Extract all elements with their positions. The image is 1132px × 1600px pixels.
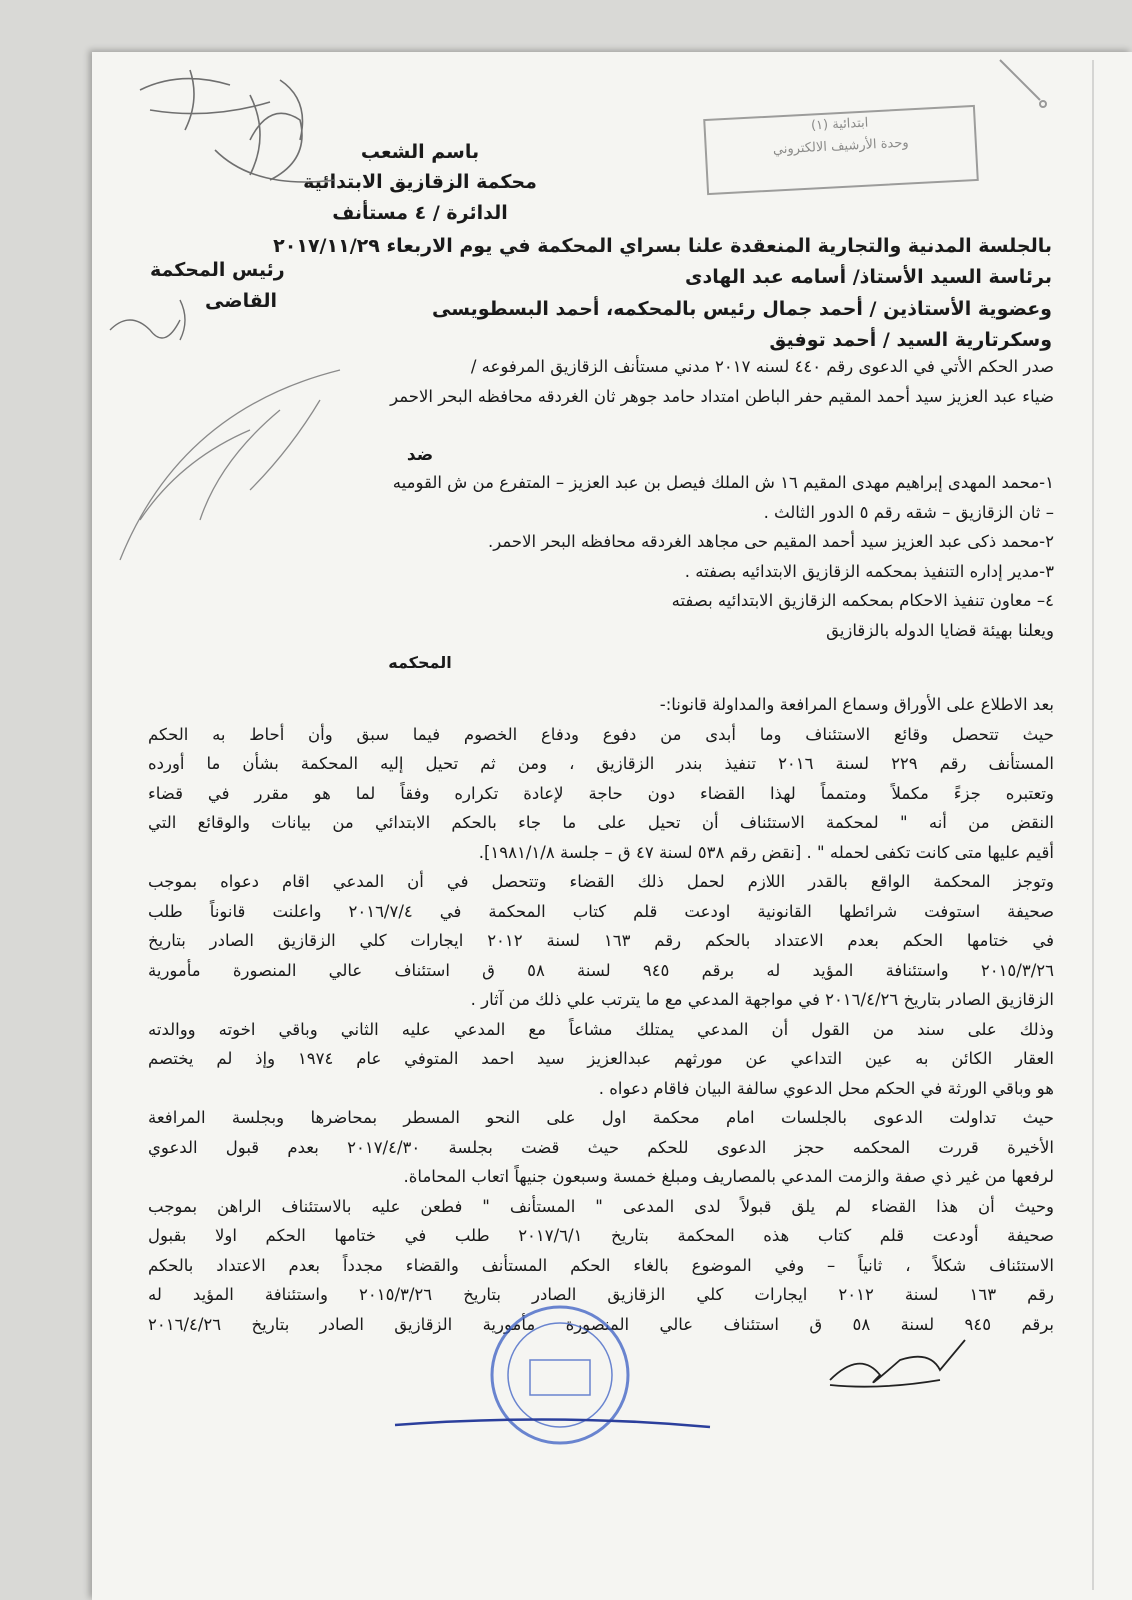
body-line: أقيم عليها متى كانت تكفى لحمله " . [نقض رقم ٥٣٨ لسنة ٤٧ ق – جلسة ١٩٨١/١/٨].: [478, 842, 1054, 862]
defendants-list: [114, 468, 1054, 645]
against-label: ضد: [406, 445, 434, 465]
defendant-line: ويعلنا بهيئة قضايا الدوله بالزقازيق: [826, 620, 1054, 640]
body-line: العقار الكائن به عين التداعي عن مورثهم عبدالعزيز سيد احمد المتوفي عام ١٩٧٤ وإذ لم يختصم: [148, 1049, 1055, 1068]
verdict-line: ضياء عبد العزيز سيد أحمد المقيم حفر الباطن امتداد حامد جوهر ثان الغردقه محافظه البحر الاحمر: [390, 386, 1054, 406]
presiding-line: برئاسة السيد الأستاذ/ أسامه عبد الهادى: [685, 266, 1052, 288]
body-line: الزقازيق الصادر بتاريخ ٢٠١٦/٤/٢٦ في مواجهة المدعي مع ما يترتب علي ذلك من آثار .: [470, 990, 1054, 1009]
body-line: وتوجز المحكمة الواقع بالقدر اللازم لحمل ذلك القضاء وتتحصل في أن المدعي اقام دعواه بموجب: [148, 872, 1054, 891]
presiding-role: رئيس المحكمة: [150, 259, 285, 281]
defendant-line: ٤– معاون تنفيذ الاحكام بمحكمه الزقازيق الابتدائيه بصفته: [671, 591, 1054, 610]
verdict-intro: [114, 352, 1054, 411]
page-crease: [1092, 60, 1094, 1590]
body-line: الأخيرة قررت المحكمه حجز الدعوى للحكم حيث قضت بجلسة ٢٠١٧/٤/٣٠ بعدم قبول الدعوي: [148, 1137, 1054, 1157]
body-line: وتعتبره جزءً مكملاً ومتمماً لهذا القضاء دون حاجة لإعادة تكراره وفقاً لما هو مقرر في قضاء: [148, 783, 1054, 803]
court-heading: المحكمه: [388, 653, 452, 672]
members-role: القاضى: [205, 290, 278, 312]
body-line: برقم ٩٤٥ لسنة ٥٨ ق استئناف عالي المنصورة مأمورية الزقازيق الصادر بتاريخ ٢٠١٦/٤/٢٦: [148, 1314, 1055, 1334]
body-line: صحيفة استوفت شرائطها القانونية اودعت قلم كتاب المحكمة في ٢٠١٦/٧/٤ واعلنت قانوناً طلب: [148, 901, 1054, 921]
body-line: وذلك على سند من القول أن المدعي يمتلك مشاعاً مع المدعي عليه الثاني وباقي اخوته ووالدته: [148, 1019, 1054, 1039]
body-line: صحيفة أودعت قلم كتاب هذه المحكمة بتاريخ ٢٠١٧/٦/١ طلب في ختامها الحكم اولا بقبول: [148, 1226, 1054, 1245]
body-line: الاستئناف شكلاً ، ثانياً – وفي الموضوع بالغاء الحكم المستأنف والقضاء مجدداً بعدم الاعتداد بالحكم: [148, 1255, 1054, 1275]
verdict-line: صدر الحكم الأتي في الدعوى رقم ٤٤٠ لسنه ٢٠١٧ مدني مستأنف الزقازيق المرفوعه /: [470, 357, 1054, 376]
defendant-line: ٢-محمد ذكى عبد العزيز سيد أحمد المقيم حى مجاهد الغردقه محافظه البحر الاحمر.: [488, 532, 1054, 551]
defendant-line: ٣-مدير إداره التنفيذ بمحكمه الزقازيق الابتدائيه بصفته .: [684, 561, 1054, 581]
session-line: بالجلسة المدنية والتجارية المنعقدة علنا بسراي المحكمة في يوم الاربعاء ٢٠١٧/١١/٢٩: [273, 235, 1052, 257]
body-line: بعد الاطلاع على الأوراق وسماع المرافعة والمداولة قانونا:-: [659, 695, 1054, 714]
in-the-name-heading: باسم الشعب: [360, 141, 480, 163]
defendant-line: ١-محمد المهدى إبراهيم مهدى المقيم ١٦ ش الملك فيصل بن عبد العزيز – المتفرع من ش القوميه: [392, 473, 1054, 492]
archive-stamp-line2: وحدة الأرشيف الالكتروني: [772, 135, 910, 158]
body-line: ٢٠١٥/٣/٢٦ واستئنافة المؤيد له برقم ٩٤٥ لسنة ٥٨ ق استئناف عالي المنصورة مأمورية: [148, 960, 1054, 980]
judgment-body: [148, 690, 1054, 1339]
body-line: هو وباقي الورثة في الحكم محل الدعوي سالفة البيان فاقام دعواه .: [598, 1078, 1054, 1098]
body-line: المستأنف رقم ٢٢٩ لسنة ٢٠١٦ تنفيذ بندر الزقازيق ، ومن ثم تحيل إليه المحكمة بشأن ما أورده: [148, 754, 1055, 773]
body-line: رقم ١٦٣ لسنة ٢٠١٢ ايجارات كلي الزقازيق الصادر بتاريخ ٢٠١٥/٣/٢٦ واستئنافة المؤيد له: [148, 1285, 1054, 1304]
body-line: حيث تداولت الدعوى بالجلسات امام محكمة اول على النحو المسطر بمحاضرها وبجلسة المرافعة: [148, 1108, 1054, 1127]
secretary-line: وسكرتارية السيد / أحمد توفيق: [769, 329, 1052, 351]
circuit-heading: الدائرة / ٤ مستأنف: [332, 202, 508, 224]
members-line: وعضوية الأستاذين / أحمد جمال رئيس بالمحكمه، أحمد البسطويسى: [432, 298, 1052, 320]
defendant-line: – ثان الزقازيق – شقه رقم ٥ الدور الثالث .: [763, 502, 1054, 522]
body-line: حيث تتحصل وقائع الاستئناف وما أبدى من دفوع ودفاع الخصوم فيما سبق وأن أحاط به الحكم: [148, 724, 1054, 744]
body-line: في ختامها الحكم بعدم الاعتداد بالحكم رقم ١٦٣ لسنة ٢٠١٢ ايجارات كلي الزقازيق الصادر بتاريخ: [148, 931, 1055, 950]
body-line: وحيث أن هذا القضاء لم يلق قبولاً لدى المدعى " المستأنف " فطعن عليه بالاستئناف الراهن بموجب: [148, 1196, 1054, 1216]
body-line: النقض من أنه " لمحكمة الاستئناف أن تحيل على ما جاء بالحكم الابتدائي من بيانات والوقائع التي: [148, 813, 1054, 832]
court-name-heading: محكمة الزقازيق الابتدائية: [303, 171, 537, 193]
body-line: لرفعها من غير ذي صفة والزمت المدعي بالمصاريف ومبلغ خمسة وسبعون جنيهاً اتعاب المحاماة.: [403, 1167, 1054, 1186]
archive-stamp-line1: ابتدائية (١): [810, 115, 869, 134]
